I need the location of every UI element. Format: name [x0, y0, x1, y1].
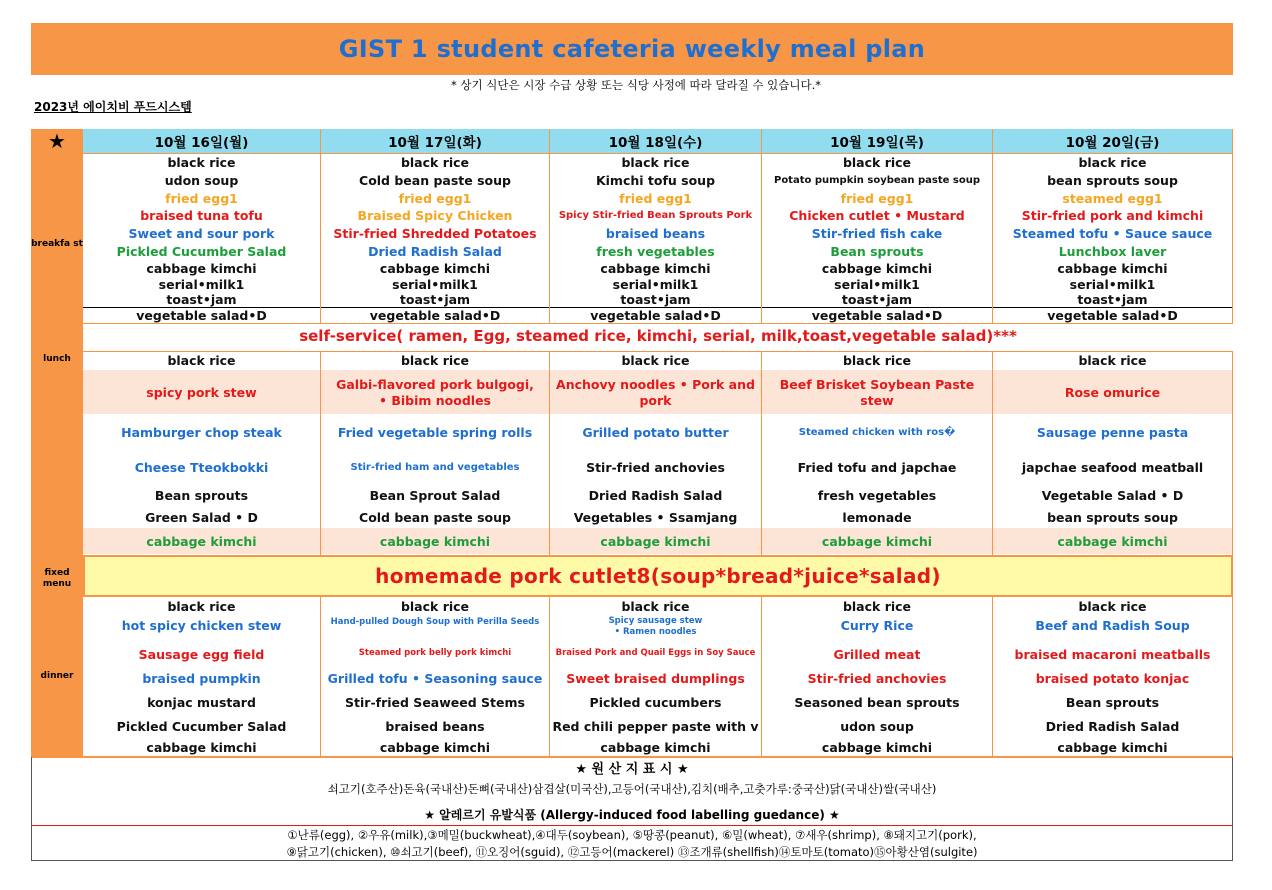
- label-dinner: dinner: [40, 671, 74, 681]
- dinner-column: [83, 597, 321, 757]
- menu-item: Lunchbox laver: [1058, 244, 1167, 259]
- menu-item: Rose omurice: [1064, 385, 1161, 400]
- allergy-line-2: ⑨닭고기(chicken), ⑩쇠고기(beef), ⑪오징어(sguid), ⑫고등어(mackerel) ⑬조개류(shellfish)⑭토마토(tomato)⑮아황산염(sulgite): [286, 845, 978, 859]
- menu-item: braised beans: [385, 719, 485, 734]
- breakfast-column: [83, 153, 321, 323]
- menu-item: Grilled potato butter: [582, 425, 729, 440]
- menu-item: Stir-fried anchovies: [586, 460, 725, 475]
- menu-item: hot spicy chicken stew: [121, 618, 282, 633]
- day-header: 10월 16일(월): [83, 129, 321, 153]
- menu-item: Kimchi tofu soup: [595, 173, 716, 188]
- footer-info: [31, 756, 1233, 861]
- menu-item: Spicy Stir-fried Bean Sprouts Pork: [558, 210, 753, 221]
- dinner-column: [993, 597, 1233, 757]
- menu-item: bean sprouts soup: [1047, 173, 1178, 188]
- menu-item: Cold bean paste soup: [359, 173, 511, 188]
- menu-item: toast•jam: [620, 292, 691, 307]
- menu-item: Seasoned bean sprouts: [794, 695, 960, 710]
- origin-text: 쇠고기(호주산)돈육(국내산)돈뼈(국내산)삼겹살(미국산),고등어(국내산),김치(배추,고춧가루:중국산)닭(국내산)쌀(국내산): [327, 782, 937, 796]
- menu-item: cabbage kimchi: [600, 740, 711, 755]
- self-service-text: self-service( ramen, Egg, steamed rice, kimchi, serial, milk,toast,vegetable salad)***: [299, 327, 1017, 345]
- menu-item: Pickled Cucumber Salad: [116, 719, 287, 734]
- menu-item: black rice: [400, 155, 470, 170]
- day-header: 10월 17일(화): [321, 129, 550, 153]
- menu-item: Dried Radish Salad: [1045, 719, 1180, 734]
- menu-item: Stir-fried Shredded Potatoes: [333, 226, 537, 241]
- dinner-column: [762, 597, 993, 757]
- label-breakfast: breakfa st: [31, 239, 83, 249]
- menu-item: Cold bean paste soup: [359, 510, 511, 525]
- menu-item: Grilled meat: [833, 647, 921, 662]
- menu-item: toast•jam: [1077, 292, 1148, 307]
- breakfast-column: [762, 153, 993, 323]
- menu-item: cabbage kimchi: [821, 261, 933, 276]
- menu-item: braised potato konjac: [1035, 671, 1190, 686]
- star-icon: ★: [31, 129, 83, 153]
- menu-item: • Ramen noodles: [614, 627, 697, 637]
- menu-item: black rice: [1078, 599, 1147, 614]
- menu-item: Green Salad • D: [145, 510, 258, 525]
- menu-item: serial•milk1: [392, 277, 478, 292]
- notice-text: * 상기 식단은 시장 수급 상황 또는 식당 사정에 따라 달라질 수 있습니다.*: [450, 78, 822, 92]
- menu-item: vegetable salad•D: [369, 308, 501, 323]
- menu-item: Dried Radish Salad: [368, 244, 502, 259]
- breakfast-column: [321, 153, 550, 323]
- menu-item: toast•jam: [399, 292, 471, 307]
- menu-item: vegetable salad•D: [811, 308, 943, 323]
- menu-item: Sweet braised dumplings: [566, 671, 745, 686]
- menu-item: fried egg1: [840, 191, 914, 206]
- menu-item: cabbage kimchi: [146, 740, 257, 755]
- origin-title: ★ 원 산 지 표 시 ★: [575, 762, 689, 777]
- menu-item: cabbage kimchi: [821, 534, 933, 549]
- menu-item: vegetable salad•D: [1047, 308, 1178, 323]
- menu-item: lemonade: [842, 510, 912, 525]
- menu-item: Cheese Tteokbokki: [134, 460, 269, 475]
- menu-item: toast•jam: [166, 292, 237, 307]
- menu-item: cabbage kimchi: [1057, 740, 1168, 755]
- company-name: 2023년 에이치비 푸드시스템: [34, 100, 192, 114]
- menu-item: black rice: [400, 599, 470, 614]
- menu-item: konjac mustard: [147, 695, 256, 710]
- menu-item: pork: [639, 393, 672, 408]
- menu-item: black rice: [621, 155, 690, 170]
- menu-item: braised beans: [605, 226, 706, 241]
- menu-item: black rice: [842, 599, 912, 614]
- menu-item: cabbage kimchi: [379, 261, 491, 276]
- menu-item: Hand-pulled Dough Soup with Perilla Seeds: [330, 617, 540, 627]
- menu-item: black rice: [621, 599, 690, 614]
- menu-item: fresh vegetables: [596, 244, 715, 259]
- menu-item: Galbi-flavored pork bulgogi,: [336, 377, 534, 392]
- menu-item: Bean sprouts: [830, 244, 924, 259]
- allergy-title: ★ 알레르기 유발식품 (Allergy-induced food labelling guedance) ★: [424, 808, 840, 822]
- menu-item: Beef Brisket Soybean Paste: [779, 377, 975, 392]
- menu-item: black rice: [621, 353, 690, 368]
- menu-item: Steamed tofu • Sauce sauce: [1012, 226, 1213, 241]
- menu-item: serial•milk1: [158, 277, 245, 292]
- menu-item: black rice: [167, 353, 236, 368]
- menu-item: Bean sprouts: [1065, 695, 1160, 710]
- menu-item: toast•jam: [841, 292, 913, 307]
- menu-item: Pickled Cucumber Salad: [116, 244, 287, 259]
- menu-item: cabbage kimchi: [1057, 261, 1168, 276]
- lunch-column: [321, 351, 550, 555]
- menu-item: serial•milk1: [834, 277, 920, 292]
- breakfast-column: [550, 153, 762, 323]
- dinner-column: [550, 597, 762, 757]
- menu-item: Vegetables • Ssamjang: [573, 510, 738, 525]
- label-lunch: lunch: [43, 354, 71, 364]
- menu-item: black rice: [842, 353, 912, 368]
- menu-item: black rice: [400, 353, 470, 368]
- lunch-column: [993, 351, 1233, 555]
- menu-item: Pickled cucumbers: [589, 695, 722, 710]
- menu-item: serial•milk1: [612, 277, 699, 292]
- menu-item: Curry Rice: [840, 618, 914, 633]
- menu-item: cabbage kimchi: [821, 740, 933, 755]
- menu-item: black rice: [1078, 353, 1147, 368]
- menu-item: Grilled tofu • Seasoning sauce: [327, 671, 543, 686]
- lunch-column: [550, 351, 762, 555]
- menu-item: Stir-fried Seaweed Stems: [345, 695, 525, 710]
- menu-item: vegetable salad•D: [590, 308, 721, 323]
- menu-item: • Bibim noodles: [379, 393, 491, 408]
- dinner-column: [321, 597, 550, 757]
- breakfast-column: [993, 153, 1233, 323]
- menu-item: udon soup: [164, 173, 239, 188]
- menu-item: spicy pork stew: [146, 385, 257, 400]
- day-header: 10월 18일(수): [550, 129, 762, 153]
- menu-item: braised macaroni meatballs: [1014, 647, 1211, 662]
- menu-item: cabbage kimchi: [146, 534, 257, 549]
- menu-item: Braised Pork and Quail Eggs in Soy Sauce: [555, 648, 756, 658]
- menu-item: Braised Spicy Chicken: [357, 208, 513, 223]
- menu-item: cabbage kimchi: [379, 740, 491, 755]
- menu-item: stew: [860, 393, 894, 408]
- menu-item: Chicken cutlet • Mustard: [789, 208, 965, 223]
- menu-item: Fried tofu and japchae: [797, 460, 957, 475]
- allergy-line-1: ①난류(egg), ②우유(milk),③메밀(buckwheat),④대두(soybean), ⑤땅콩(peanut), ⑥밀(wheat), ⑦새우(shrimp), ⑧돼지고기(pork),: [287, 828, 977, 842]
- menu-item: Potato pumpkin soybean paste soup: [773, 175, 981, 186]
- menu-item: Spicy sausage stew: [608, 616, 703, 626]
- menu-item: Bean Sprout Salad: [369, 488, 501, 503]
- menu-item: Stir-fried ham and vegetables: [350, 462, 520, 473]
- menu-item: Fried vegetable spring rolls: [337, 425, 533, 440]
- menu-item: bean sprouts soup: [1047, 510, 1178, 525]
- fixed-menu-text: homemade pork cutlet8(soup*bread*juice*salad): [375, 564, 941, 588]
- menu-item: fresh vegetables: [817, 488, 937, 503]
- menu-item: Sweet and sour pork: [128, 226, 275, 241]
- menu-item: cabbage kimchi: [600, 534, 711, 549]
- footer-divider: [32, 825, 1232, 826]
- page-title: GIST 1 student cafeteria weekly meal plan: [338, 35, 926, 63]
- menu-item: Anchovy noodles • Pork and: [556, 377, 755, 392]
- menu-item: vegetable salad•D: [136, 308, 267, 323]
- lunch-column: [83, 351, 321, 555]
- menu-item: Stir-fried anchovies: [807, 671, 947, 686]
- menu-item: Stir-fried pork and kimchi: [1021, 208, 1204, 223]
- menu-item: Steamed pork belly pork kimchi: [358, 648, 512, 658]
- day-header: 10월 20일(금): [993, 129, 1233, 153]
- menu-item: Beef and Radish Soup: [1035, 618, 1190, 633]
- menu-item: braised tuna tofu: [140, 208, 263, 223]
- menu-item: Steamed chicken with ros�: [798, 427, 956, 438]
- menu-item: fried egg1: [619, 191, 692, 206]
- meal-plan-table: [31, 129, 1233, 757]
- label-fixed-menu: fixed menu: [42, 568, 72, 589]
- menu-item: Stir-fried fish cake: [811, 226, 943, 241]
- menu-item: Dried Radish Salad: [588, 488, 723, 503]
- menu-item: fried egg1: [165, 191, 238, 206]
- menu-item: Hamburger chop steak: [121, 425, 282, 440]
- menu-item: Sausage egg field: [138, 647, 265, 662]
- menu-item: Sausage penne pasta: [1036, 425, 1189, 440]
- menu-item: cabbage kimchi: [379, 534, 491, 549]
- menu-item: fried egg1: [398, 191, 472, 206]
- menu-item: cabbage kimchi: [1057, 534, 1168, 549]
- menu-item: cabbage kimchi: [146, 261, 257, 276]
- menu-item: Vegetable Salad • D: [1041, 488, 1184, 503]
- lunch-column: [762, 351, 993, 555]
- fixed-menu-label-cell: [31, 555, 83, 597]
- menu-item: black rice: [167, 155, 236, 170]
- menu-item: Red chili pepper paste with v: [552, 719, 759, 734]
- menu-item: braised pumpkin: [142, 671, 261, 686]
- fixed-menu-band: [83, 555, 1233, 597]
- menu-item: japchae seafood meatball: [1021, 460, 1204, 475]
- menu-item: black rice: [842, 155, 912, 170]
- menu-item: black rice: [167, 599, 236, 614]
- menu-item: cabbage kimchi: [600, 261, 711, 276]
- menu-item: steamed egg1: [1062, 191, 1163, 206]
- day-header: 10월 19일(목): [762, 129, 993, 153]
- menu-item: serial•milk1: [1069, 277, 1156, 292]
- menu-item: Bean sprouts: [154, 488, 249, 503]
- title-bar: [31, 23, 1233, 75]
- menu-item: black rice: [1078, 155, 1147, 170]
- menu-item: udon soup: [840, 719, 914, 734]
